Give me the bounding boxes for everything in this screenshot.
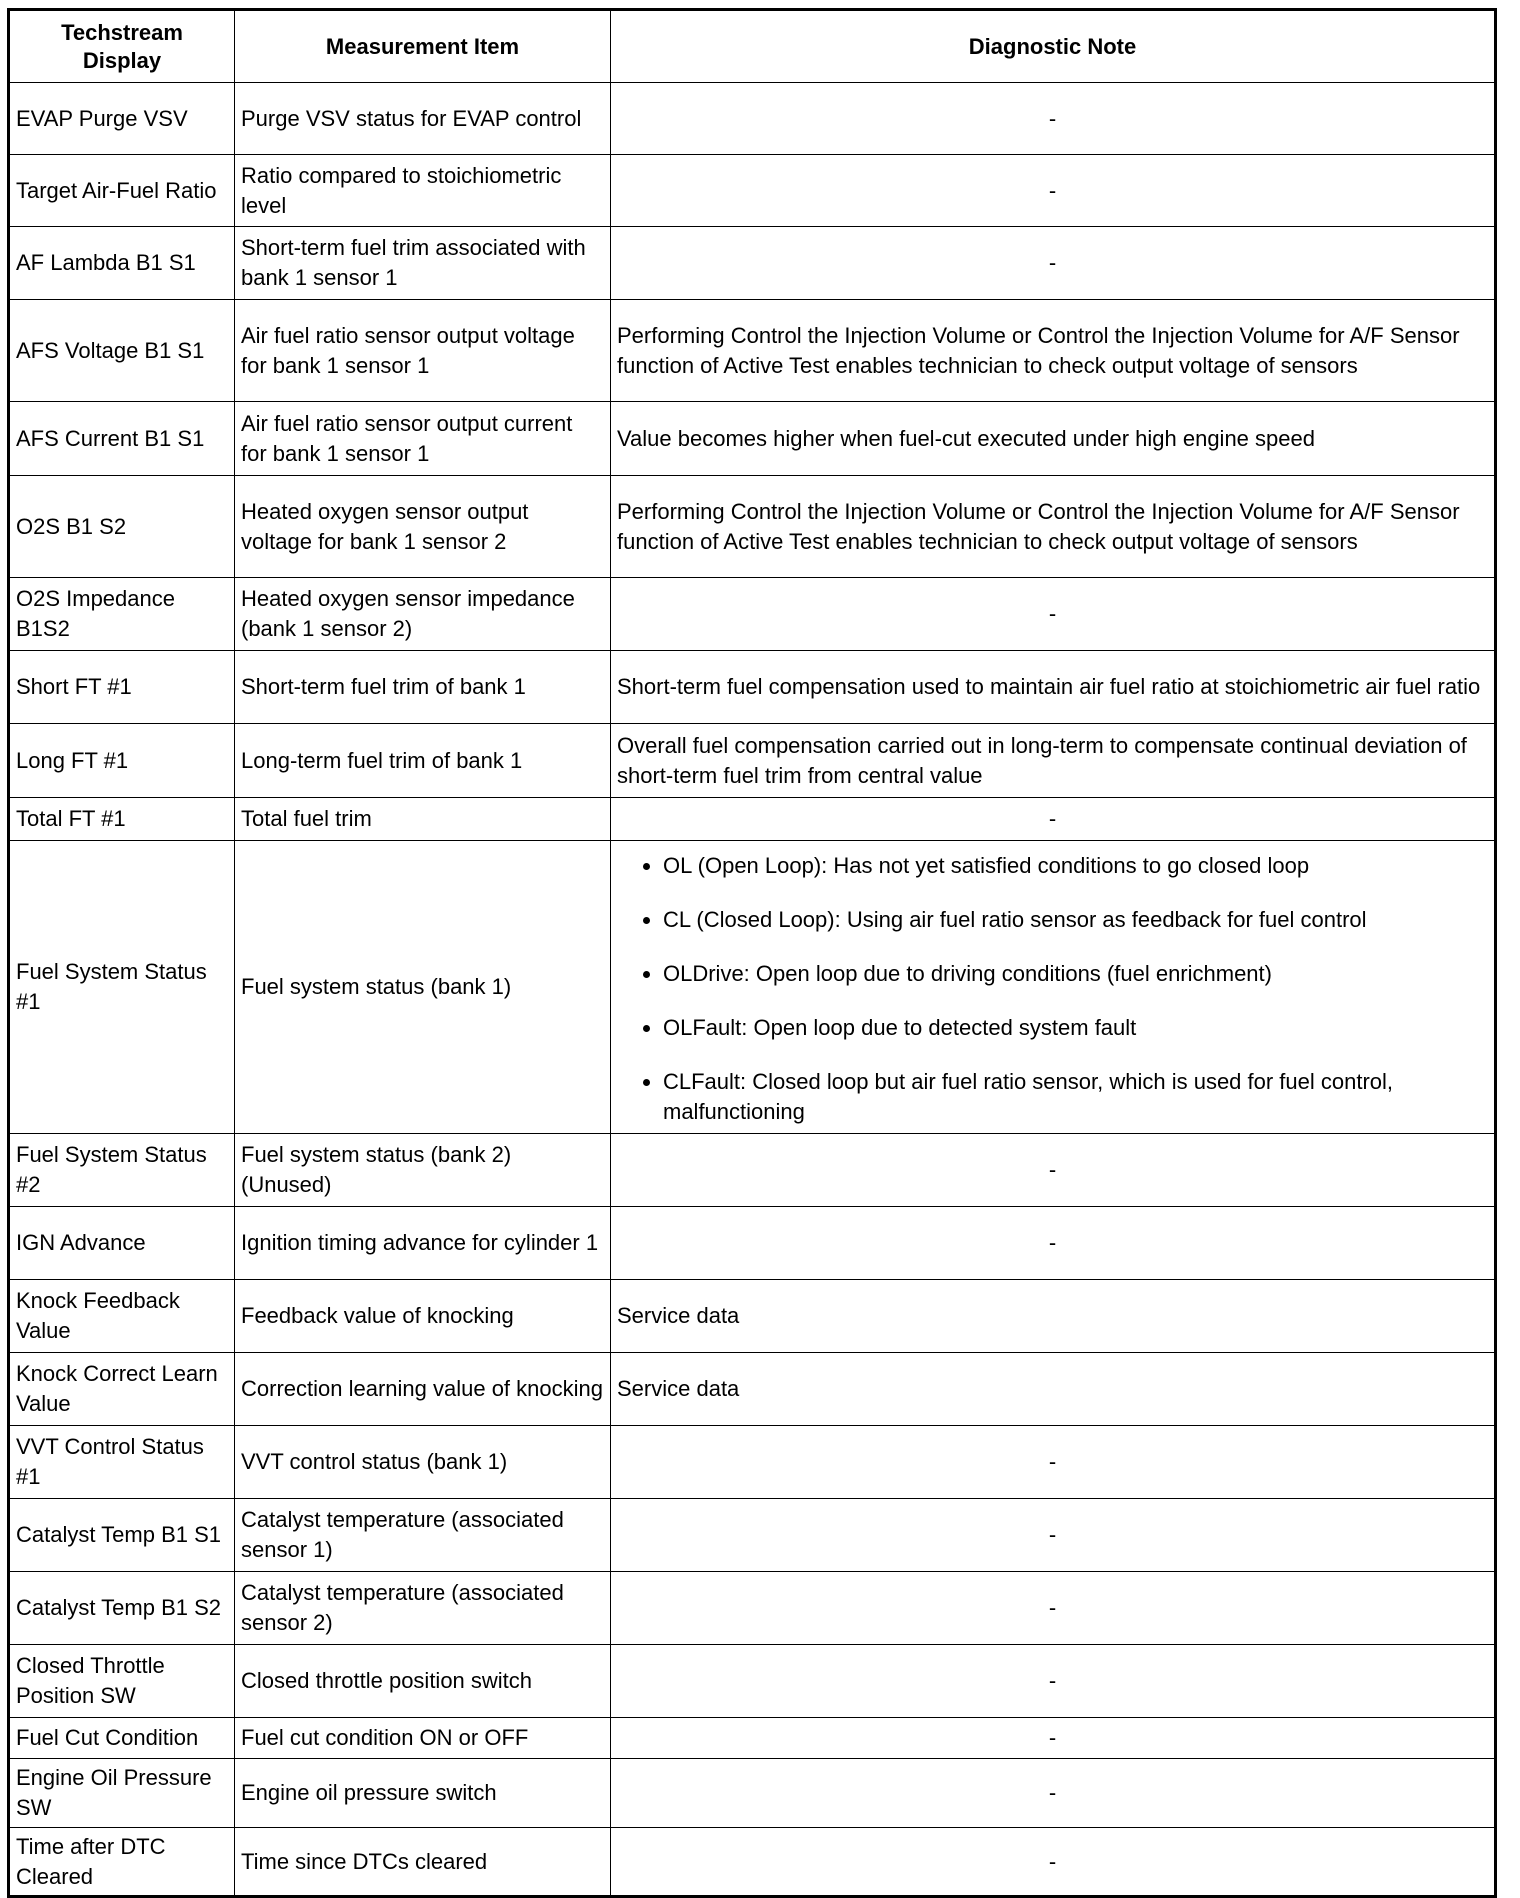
diagnostic-note-cell: - xyxy=(611,227,1496,300)
techstream-display-cell: Fuel System Status #2 xyxy=(9,1134,235,1207)
table-row xyxy=(9,1134,1496,1207)
measurement-item-cell: Feedback value of knocking xyxy=(235,1280,611,1353)
techstream-display-cell: Target Air-Fuel Ratio xyxy=(9,155,235,227)
table-row xyxy=(9,1207,1496,1280)
techstream-display-cell: Long FT #1 xyxy=(9,724,235,798)
measurement-item-cell: Catalyst temperature (associated sensor 2) xyxy=(235,1572,611,1645)
table-row xyxy=(9,841,1496,1134)
measurement-item-cell: Closed throttle position switch xyxy=(235,1645,611,1718)
techstream-display-cell: Closed Throttle Position SW xyxy=(9,1645,235,1718)
table-row xyxy=(9,155,1496,227)
table-row xyxy=(9,1828,1496,1897)
diagnostic-note-cell: - xyxy=(611,1499,1496,1572)
fuel-status-list-item: • CLFault: Closed loop but air fuel ratio sensor, which is used for fuel control, malfunctioning xyxy=(663,1067,1488,1127)
table-row xyxy=(9,1718,1496,1759)
measurement-item-cell: Fuel cut condition ON or OFF xyxy=(235,1718,611,1759)
table-row xyxy=(9,476,1496,578)
measurement-item-cell: Catalyst temperature (associated sensor 1) xyxy=(235,1499,611,1572)
measurement-item-cell: Ignition timing advance for cylinder 1 xyxy=(235,1207,611,1280)
header-techstream-display: Techstream Display xyxy=(9,10,235,83)
fuel-status-list-item: • OLFault: Open loop due to detected system fault xyxy=(663,1013,1488,1043)
techstream-display-cell: VVT Control Status #1 xyxy=(9,1426,235,1499)
measurement-item-cell: VVT control status (bank 1) xyxy=(235,1426,611,1499)
diagnostic-note-cell: - xyxy=(611,1207,1496,1280)
table-row xyxy=(9,1572,1496,1645)
measurement-item-cell: Heated oxygen sensor output voltage for bank 1 sensor 2 xyxy=(235,476,611,578)
techstream-display-cell: Short FT #1 xyxy=(9,651,235,724)
diagnostic-note-cell: Value becomes higher when fuel-cut executed under high engine speed xyxy=(611,402,1496,476)
techstream-display-cell: IGN Advance xyxy=(9,1207,235,1280)
diagnostic-note-cell: Performing Control the Injection Volume or Control the Injection Volume for A/F Sensor function of Active Test enables technician to check output voltage of sensors xyxy=(611,476,1496,578)
table-row xyxy=(9,227,1496,300)
techstream-data-table xyxy=(7,8,1497,1898)
measurement-item-cell: Heated oxygen sensor impedance (bank 1 sensor 2) xyxy=(235,578,611,651)
diagnostic-note-cell: - xyxy=(611,1645,1496,1718)
table-row xyxy=(9,798,1496,841)
techstream-display-cell: Fuel System Status #1 xyxy=(9,841,235,1134)
fuel-status-list-item: • CL (Closed Loop): Using air fuel ratio sensor as feedback for fuel control xyxy=(663,905,1488,935)
fuel-status-list xyxy=(617,851,1488,1127)
measurement-item-cell: Total fuel trim xyxy=(235,798,611,841)
table-row xyxy=(9,578,1496,651)
measurement-item-cell: Fuel system status (bank 1) xyxy=(235,841,611,1134)
table-row xyxy=(9,1426,1496,1499)
header-diagnostic-note: Diagnostic Note xyxy=(611,10,1496,83)
diagnostic-note-cell: - xyxy=(611,83,1496,155)
header-measurement-item: Measurement Item xyxy=(235,10,611,83)
diagnostic-note-cell: Performing Control the Injection Volume or Control the Injection Volume for A/F Sensor function of Active Test enables technician to check output voltage of sensors xyxy=(611,300,1496,402)
techstream-display-cell: Catalyst Temp B1 S2 xyxy=(9,1572,235,1645)
table-row xyxy=(9,300,1496,402)
diagnostic-note-cell: - xyxy=(611,798,1496,841)
techstream-display-cell: Catalyst Temp B1 S1 xyxy=(9,1499,235,1572)
techstream-display-cell: Total FT #1 xyxy=(9,798,235,841)
diagnostic-note-cell: - xyxy=(611,1828,1496,1897)
table-row xyxy=(9,1499,1496,1572)
techstream-display-cell: AFS Voltage B1 S1 xyxy=(9,300,235,402)
diagnostic-note-cell: Short-term fuel compensation used to maintain air fuel ratio at stoichiometric air fuel ratio xyxy=(611,651,1496,724)
table-row xyxy=(9,1280,1496,1353)
measurement-item-cell: Engine oil pressure switch xyxy=(235,1759,611,1828)
diagnostic-note-cell: - xyxy=(611,578,1496,651)
measurement-item-cell: Purge VSV status for EVAP control xyxy=(235,83,611,155)
fuel-status-list-item: • OLDrive: Open loop due to driving conditions (fuel enrichment) xyxy=(663,959,1488,989)
diagnostic-note-cell: - xyxy=(611,1759,1496,1828)
table-row xyxy=(9,724,1496,798)
measurement-item-cell: Air fuel ratio sensor output voltage for bank 1 sensor 1 xyxy=(235,300,611,402)
techstream-display-cell: AFS Current B1 S1 xyxy=(9,402,235,476)
techstream-display-cell: EVAP Purge VSV xyxy=(9,83,235,155)
techstream-display-cell: O2S Impedance B1S2 xyxy=(9,578,235,651)
techstream-display-cell: O2S B1 S2 xyxy=(9,476,235,578)
table-row xyxy=(9,1645,1496,1718)
diagnostic-note-cell: - xyxy=(611,1134,1496,1207)
table-row xyxy=(9,1353,1496,1426)
diagnostic-note-cell xyxy=(611,841,1496,1134)
table-row xyxy=(9,402,1496,476)
diagnostic-note-cell: - xyxy=(611,155,1496,227)
diagnostic-note-cell: Service data xyxy=(611,1353,1496,1426)
measurement-item-cell: Ratio compared to stoichiometric level xyxy=(235,155,611,227)
measurement-item-cell: Long-term fuel trim of bank 1 xyxy=(235,724,611,798)
measurement-item-cell: Fuel system status (bank 2) (Unused) xyxy=(235,1134,611,1207)
measurement-item-cell: Short-term fuel trim of bank 1 xyxy=(235,651,611,724)
table-row xyxy=(9,83,1496,155)
diagnostic-note-cell: - xyxy=(611,1718,1496,1759)
diagnostic-note-cell: - xyxy=(611,1426,1496,1499)
techstream-display-cell: AF Lambda B1 S1 xyxy=(9,227,235,300)
table-row xyxy=(9,651,1496,724)
table-header-row xyxy=(9,10,1496,83)
diagnostic-note-cell: Service data xyxy=(611,1280,1496,1353)
measurement-item-cell: Correction learning value of knocking xyxy=(235,1353,611,1426)
techstream-display-cell: Engine Oil Pressure SW xyxy=(9,1759,235,1828)
techstream-display-cell: Knock Feedback Value xyxy=(9,1280,235,1353)
measurement-item-cell: Air fuel ratio sensor output current for bank 1 sensor 1 xyxy=(235,402,611,476)
techstream-display-cell: Knock Correct Learn Value xyxy=(9,1353,235,1426)
fuel-status-list-item: • OL (Open Loop): Has not yet satisfied conditions to go closed loop xyxy=(663,851,1488,881)
diagnostic-note-cell: Overall fuel compensation carried out in long-term to compensate continual deviation of short-term fuel trim from central value xyxy=(611,724,1496,798)
techstream-display-cell: Time after DTC Cleared xyxy=(9,1828,235,1897)
diagnostic-note-cell: - xyxy=(611,1572,1496,1645)
techstream-display-cell: Fuel Cut Condition xyxy=(9,1718,235,1759)
measurement-item-cell: Short-term fuel trim associated with bank 1 sensor 1 xyxy=(235,227,611,300)
table-row xyxy=(9,1759,1496,1828)
measurement-item-cell: Time since DTCs cleared xyxy=(235,1828,611,1897)
